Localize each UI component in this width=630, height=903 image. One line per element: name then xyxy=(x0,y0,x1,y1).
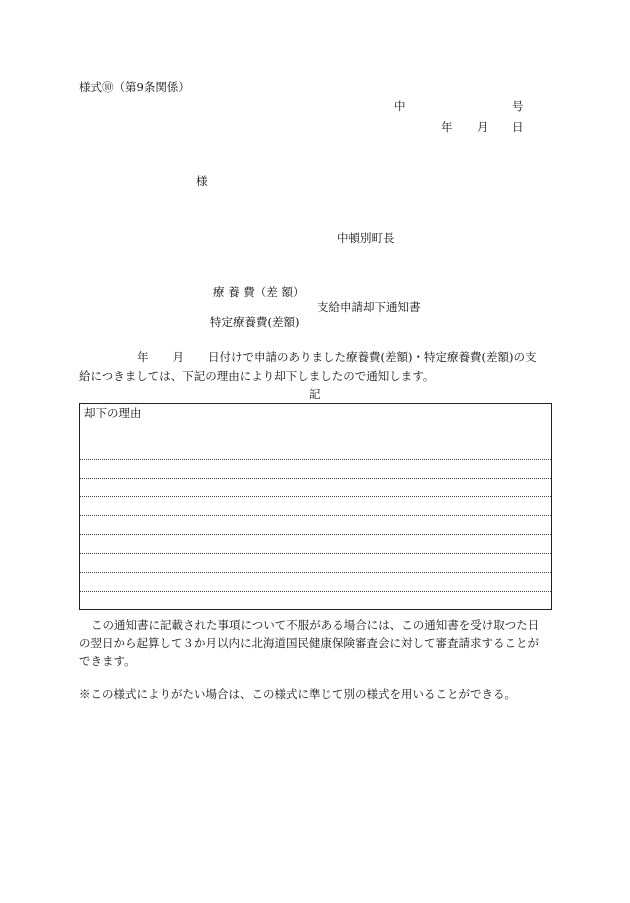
document-title: 支給申請却下通知書 xyxy=(317,300,421,314)
title-tokutei-ryouyouhi: 特定療養費(差額) xyxy=(210,315,300,329)
date-day-label: 日 xyxy=(512,120,524,134)
body-month: 月 xyxy=(172,350,184,364)
appeal-notice-line-2: の翌日から起算して３か月以内に北海道国民健康保険審査会に対して審査請求することが xyxy=(79,636,539,650)
form-label: 様式⑩（第9条関係） xyxy=(79,80,190,94)
appeal-notice-line-1 xyxy=(79,620,539,632)
body-line-1-text: 日付けで申請のありました療養費(差額)・特定療養費(差額)の支 xyxy=(208,350,537,364)
reason-line xyxy=(80,591,551,592)
reason-line xyxy=(80,553,551,554)
date-year-label: 年 xyxy=(441,120,453,134)
appeal-notice-line-3: できます。 xyxy=(79,654,136,668)
footnote: ※この様式によりがたい場合は、この様式に準じて別の様式を用いることができる。 xyxy=(79,687,516,701)
document-number-prefix: 中 xyxy=(394,99,406,113)
issuer-name: 中頓別町長 xyxy=(337,231,395,245)
addressee-suffix: 様 xyxy=(196,174,208,188)
reason-line xyxy=(80,534,551,535)
date-month-label: 月 xyxy=(477,120,489,134)
title-ryouyouhi: 療 養 費（差 額） xyxy=(213,285,305,299)
ki-heading: 記 xyxy=(309,387,321,401)
reason-line xyxy=(80,478,551,479)
reason-line xyxy=(80,515,551,516)
reason-line xyxy=(80,496,551,497)
rejection-reason-label: 却下の理由 xyxy=(84,406,142,420)
reason-line xyxy=(80,572,551,573)
body-line-1 xyxy=(79,352,536,364)
rejection-reason-box xyxy=(79,403,552,610)
reason-line xyxy=(80,459,551,460)
body-line-2: 給につきましては、下記の理由により却下しましたので通知します。 xyxy=(79,369,435,383)
document-number-suffix: 号 xyxy=(512,99,524,113)
appeal-notice-text-1: この通知書に記載された事項について不服がある場合には、この通知書を受け取つた日 xyxy=(91,618,540,632)
body-year: 年 xyxy=(137,350,149,364)
